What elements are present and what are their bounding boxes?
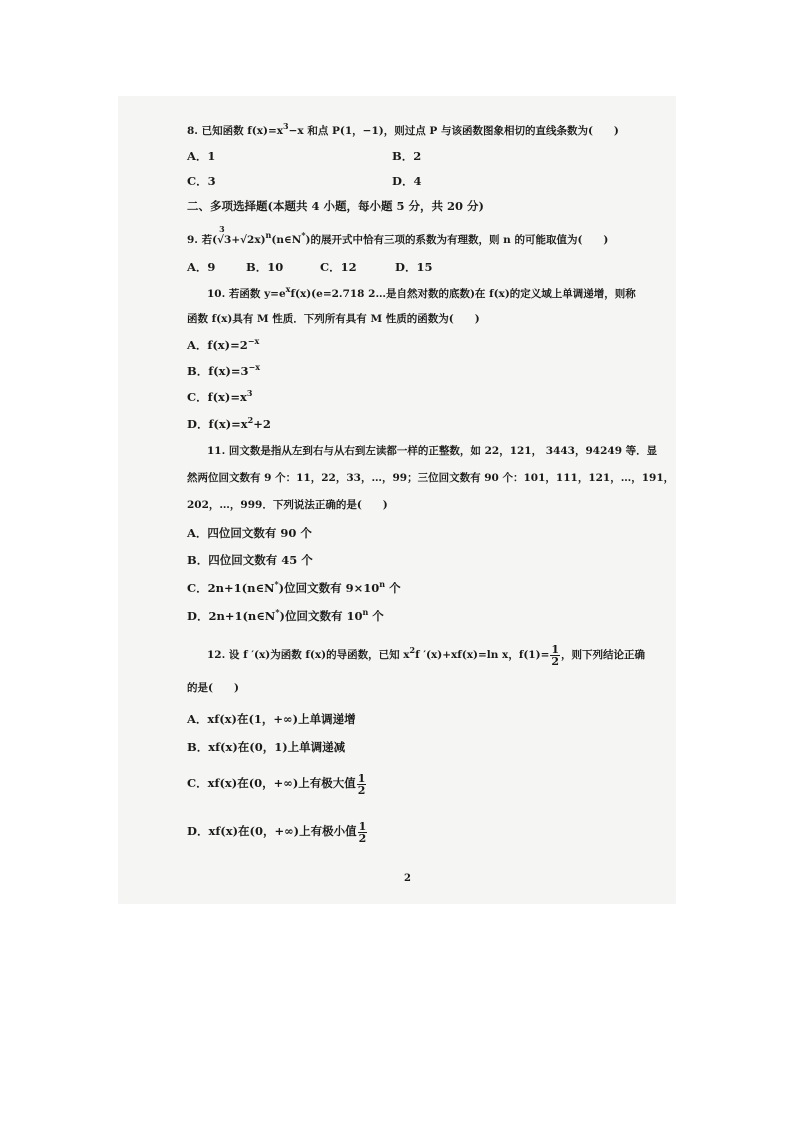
- q10-stem-line2: 函数 f(x)具有 M 性质．下列所有具有 M 性质的函数为( ): [187, 313, 480, 325]
- q8-option-c: C．3: [187, 174, 216, 188]
- q11-stem-line3: 202，…，999．下列说法正确的是( ): [187, 499, 388, 511]
- q11-option-d: D．2n+1(n∈N*)位回文数有 10$^n$ 个: [187, 607, 384, 623]
- q8-option-d: D．4: [392, 174, 422, 188]
- section-heading: 二、多项选择题(本题共 4 小题，每小题 5 分，共 20 分): [187, 199, 484, 213]
- q10-option-d: D．$f(x)=x^2+2$: [187, 415, 271, 431]
- q11-option-a: A．四位回文数有 90 个: [187, 526, 312, 540]
- q9-option-c: C．12: [320, 260, 357, 274]
- q8-option-b: B．2: [392, 149, 422, 163]
- q10-option-c: C．$f(x)=x^3$: [187, 388, 253, 404]
- page-number: 2: [404, 873, 411, 884]
- q10-option-a: A．$f(x)=2^{-x}$: [187, 336, 260, 352]
- q10-option-b: B．$f(x)=3^{-x}$: [187, 362, 261, 378]
- q9-stem: 9. 若( 3 √3+√2x)$^n$(n∈N*)的展开式中恰有三项的系数为有理数，则 n 的可能取值为( ): [187, 224, 609, 246]
- q10-stem-line1: 10. 若函数 $y=e^xf(x)(e=2.718$ 2…是自然对数的底数)在 f(x)的定义域上单调递增，则称: [207, 284, 636, 300]
- q9-option-a: A．9: [187, 260, 216, 274]
- fraction-one-half: $\frac{1}{2}$: [551, 642, 560, 668]
- q12-option-c: C．xf(x)在(0，+∞)上有极大值 $\frac{1}{2}$: [187, 771, 366, 797]
- q12-option-d: D．xf(x)在(0，+∞)上有极小值 $\frac{1}{2}$: [187, 819, 367, 845]
- q12-stem-line1: 12. 设 f ′(x)为函数 f(x)的导函数，已知 $x^2f$ ′(x)+xf(x)=ln x，f(1)= $\frac{1}{2}$ ，则下列结论正确: [207, 642, 646, 668]
- q12-option-a: A．xf(x)在(1，+∞)上单调递增: [187, 712, 356, 726]
- q11-option-c: C．2n+1(n∈N*)位回文数有 $9\times 10^n$ 个: [187, 579, 401, 595]
- q9-option-d: D．15: [395, 260, 433, 274]
- fraction-one-half: $\frac{1}{2}$: [358, 819, 367, 845]
- q9-option-b: B．10: [246, 260, 284, 274]
- fraction-one-half: $\frac{1}{2}$: [357, 771, 366, 797]
- q8-option-a: A．1: [187, 149, 216, 163]
- q8-stem: 8. 已知函数 $f(x)=x^3-x$ 和点 P(1，−1)，则过点 P 与该函数图象相切的直线条数为( ): [187, 121, 619, 137]
- q11-stem-line1: 11. 回文数是指从左到右与从右到左读都一样的正整数，如 22，121， 3443，94249 等．显: [207, 445, 658, 457]
- cube-root: 3 √3: [217, 224, 232, 246]
- q11-option-b: B．四位回文数有 45 个: [187, 553, 313, 567]
- q11-stem-line2: 然两位回文数有 9 个：11，22，33，…，99；三位回文数有 90 个：101，111，121，…，191，: [187, 472, 675, 484]
- q12-option-b: B．xf(x)在(0，1)上单调递减: [187, 740, 346, 754]
- q12-stem-line2: 的是( ): [187, 682, 239, 694]
